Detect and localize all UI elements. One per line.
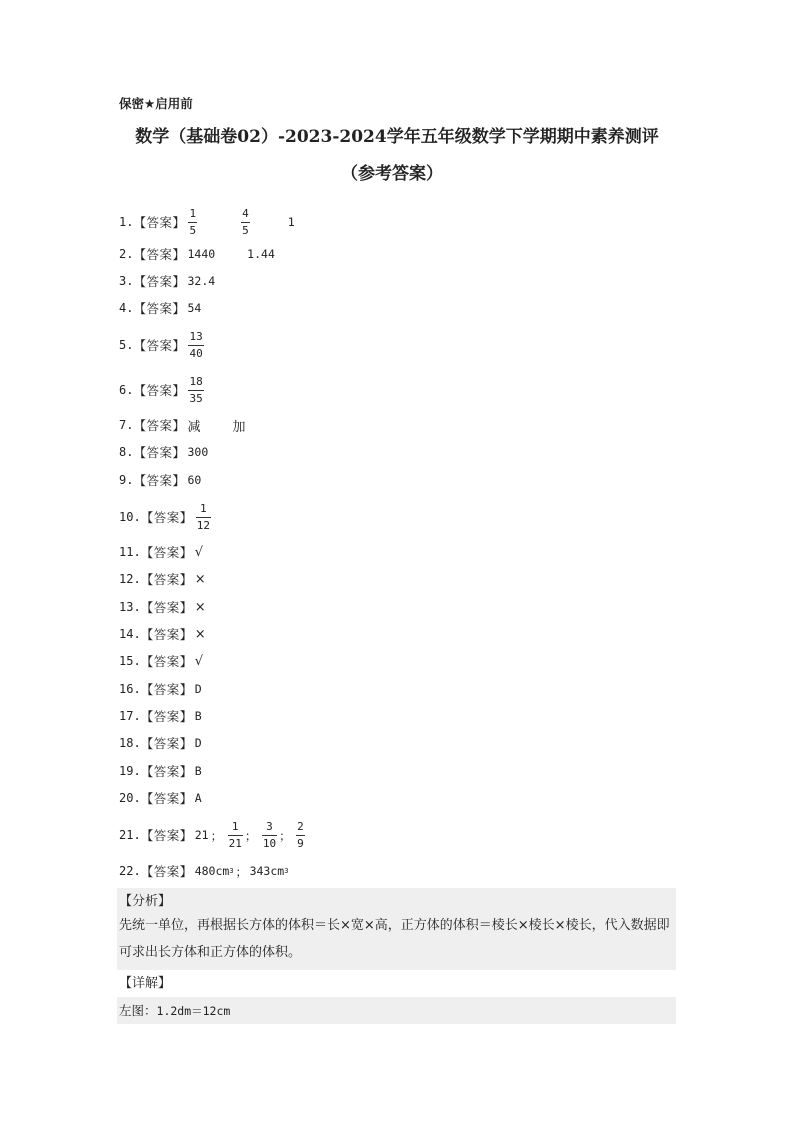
answer-10: [119, 500, 211, 534]
detail-line: [119, 1001, 230, 1019]
fraction: [262, 820, 277, 850]
answer-19: [119, 761, 202, 781]
answer-label: 【答案】: [133, 247, 186, 262]
answer-value: 60: [187, 473, 202, 487]
answer-value: 21: [194, 828, 209, 842]
answer-value: 32.4: [187, 274, 216, 288]
answer-7: [119, 415, 246, 435]
analysis-heading: 【分析】: [119, 894, 172, 909]
question-number: 1.: [119, 215, 134, 229]
answer-label: 【答案】: [140, 545, 193, 560]
answer-value: 减: [187, 419, 201, 435]
answer-label: 【答案】: [140, 600, 193, 615]
numerator: 13: [189, 330, 203, 343]
separator: ；: [210, 828, 223, 843]
answer-label: 【答案】: [140, 864, 193, 879]
answer-label: 【答案】: [140, 791, 193, 806]
answer-16: [119, 679, 202, 699]
question-number: 3.: [119, 274, 134, 288]
question-number: 17.: [119, 709, 141, 723]
answer-value: B: [194, 709, 202, 723]
answer-value: D: [194, 682, 202, 696]
question-number: 20.: [119, 791, 141, 805]
question-number: 12.: [119, 572, 141, 586]
fraction: [296, 820, 305, 850]
superscript: 3: [284, 867, 289, 875]
answer-value: B: [194, 764, 202, 778]
answer-21: [119, 818, 305, 852]
numerator: 18: [189, 375, 203, 388]
answer-label: 【答案】: [140, 510, 193, 525]
answer-value: 1440: [187, 247, 216, 261]
answer-17: [119, 706, 202, 726]
answer-label: 【答案】: [140, 682, 193, 697]
fraction-bar: [228, 835, 243, 836]
answer-value: A: [194, 791, 202, 805]
numerator: 2: [297, 820, 304, 833]
document-title: 数学（基础卷02）-2023-2024学年五年级数学下学期期中素养测评: [135, 127, 659, 147]
answer-label: 【答案】: [140, 828, 193, 843]
answer-3: [119, 271, 215, 291]
fraction-bar: [296, 835, 305, 836]
question-number: 19.: [119, 764, 141, 778]
answer-label: 【答案】: [133, 301, 186, 316]
fraction-bar: [188, 345, 203, 346]
denominator: 10: [262, 837, 277, 850]
answer-20: [119, 788, 202, 808]
question-number: 15.: [119, 654, 141, 668]
detail-heading: 【详解】: [119, 976, 172, 991]
check-mark: √: [194, 653, 203, 669]
denominator: 12: [196, 519, 210, 532]
denominator: 40: [189, 347, 203, 360]
answer-label: 【答案】: [133, 274, 186, 289]
denominator: 5: [242, 224, 249, 237]
answer-2: [119, 244, 275, 264]
answer-22: [119, 861, 288, 881]
answer-9: [119, 470, 201, 490]
analysis-text: 先统一单位，再根据长方体的体积＝长×宽×高，正方体的体积＝棱长×棱长×棱长，代入数据即可求出长方体和正方体的体积。: [119, 918, 670, 960]
question-number: 5.: [119, 338, 134, 352]
cross-mark: ×: [194, 571, 206, 587]
separator: ；: [244, 828, 257, 843]
answer-13: [119, 597, 206, 617]
separator: ；: [279, 828, 292, 843]
answer-5: [119, 328, 204, 362]
numerator: 1: [231, 820, 239, 833]
detail-prefix: 左图：: [119, 1003, 157, 1018]
answer-8: [119, 442, 208, 462]
answer-18: [119, 733, 202, 753]
answer-value: 1.44: [247, 247, 275, 261]
fraction: [188, 330, 203, 360]
answer-value: 343cm: [249, 864, 285, 878]
question-number: 6.: [119, 383, 134, 397]
answer-value: 1: [287, 215, 295, 229]
question-number: 16.: [119, 682, 141, 696]
answer-label: 【答案】: [133, 383, 186, 398]
confidential-label: 保密★启用前: [119, 96, 193, 111]
answer-6: [119, 373, 204, 407]
fraction-bar: [188, 390, 203, 391]
superscript: 3: [229, 867, 234, 875]
answer-value: 300: [187, 445, 209, 459]
denominator: 9: [297, 837, 304, 850]
fraction-bar: [241, 222, 250, 223]
answer-1: [119, 207, 295, 237]
answer-4: [119, 298, 201, 318]
answer-value: 加: [232, 419, 246, 435]
denominator: 35: [189, 392, 203, 405]
check-mark: √: [194, 544, 203, 560]
fraction-bar: [196, 517, 211, 518]
answer-label: 【答案】: [133, 445, 186, 460]
answer-label: 【答案】: [140, 654, 193, 669]
question-number: 21.: [119, 828, 141, 842]
answer-label: 【答案】: [133, 473, 186, 488]
question-number: 18.: [119, 736, 141, 750]
denominator: 21: [228, 837, 242, 850]
answer-label: 【答案】: [140, 627, 193, 642]
answer-label: 【答案】: [133, 338, 186, 353]
fraction-bar: [188, 222, 197, 223]
question-number: 13.: [119, 600, 141, 614]
answer-value: 54: [187, 301, 202, 315]
answer-14: [119, 624, 206, 644]
numerator: 4: [242, 207, 249, 220]
fraction: [228, 820, 243, 850]
answer-label: 【答案】: [140, 709, 193, 724]
numerator: 1: [200, 502, 207, 515]
detail-expression: 1.2dm＝12cm: [156, 1004, 231, 1018]
denominator: 5: [189, 224, 197, 237]
document-subtitle: （参考答案）: [341, 164, 443, 184]
question-number: 14.: [119, 627, 141, 641]
question-number: 2.: [119, 247, 134, 261]
numerator: 3: [266, 820, 273, 833]
question-number: 8.: [119, 445, 134, 459]
fraction: [188, 207, 197, 237]
answer-value: D: [194, 736, 202, 750]
answer-label: 【答案】: [133, 215, 186, 230]
question-number: 10.: [119, 510, 141, 524]
numerator: 1: [189, 207, 197, 220]
cross-mark: ×: [194, 626, 206, 642]
question-number: 4.: [119, 301, 134, 315]
answer-label: 【答案】: [133, 418, 186, 433]
answer-label: 【答案】: [140, 572, 193, 587]
cross-mark: ×: [194, 599, 206, 615]
fraction-bar: [262, 835, 277, 836]
answer-12: [119, 569, 206, 589]
question-number: 22.: [119, 864, 141, 878]
separator: ；: [235, 864, 248, 879]
fraction: [188, 375, 203, 405]
question-number: 9.: [119, 473, 134, 487]
answer-15: [119, 651, 203, 671]
answer-value: 480cm: [194, 864, 230, 878]
question-number: 7.: [119, 418, 134, 432]
answer-11: [119, 542, 203, 562]
question-number: 11.: [119, 545, 141, 559]
fraction: [241, 207, 250, 237]
fraction: [196, 502, 211, 532]
answer-label: 【答案】: [140, 736, 193, 751]
answer-label: 【答案】: [140, 764, 193, 779]
